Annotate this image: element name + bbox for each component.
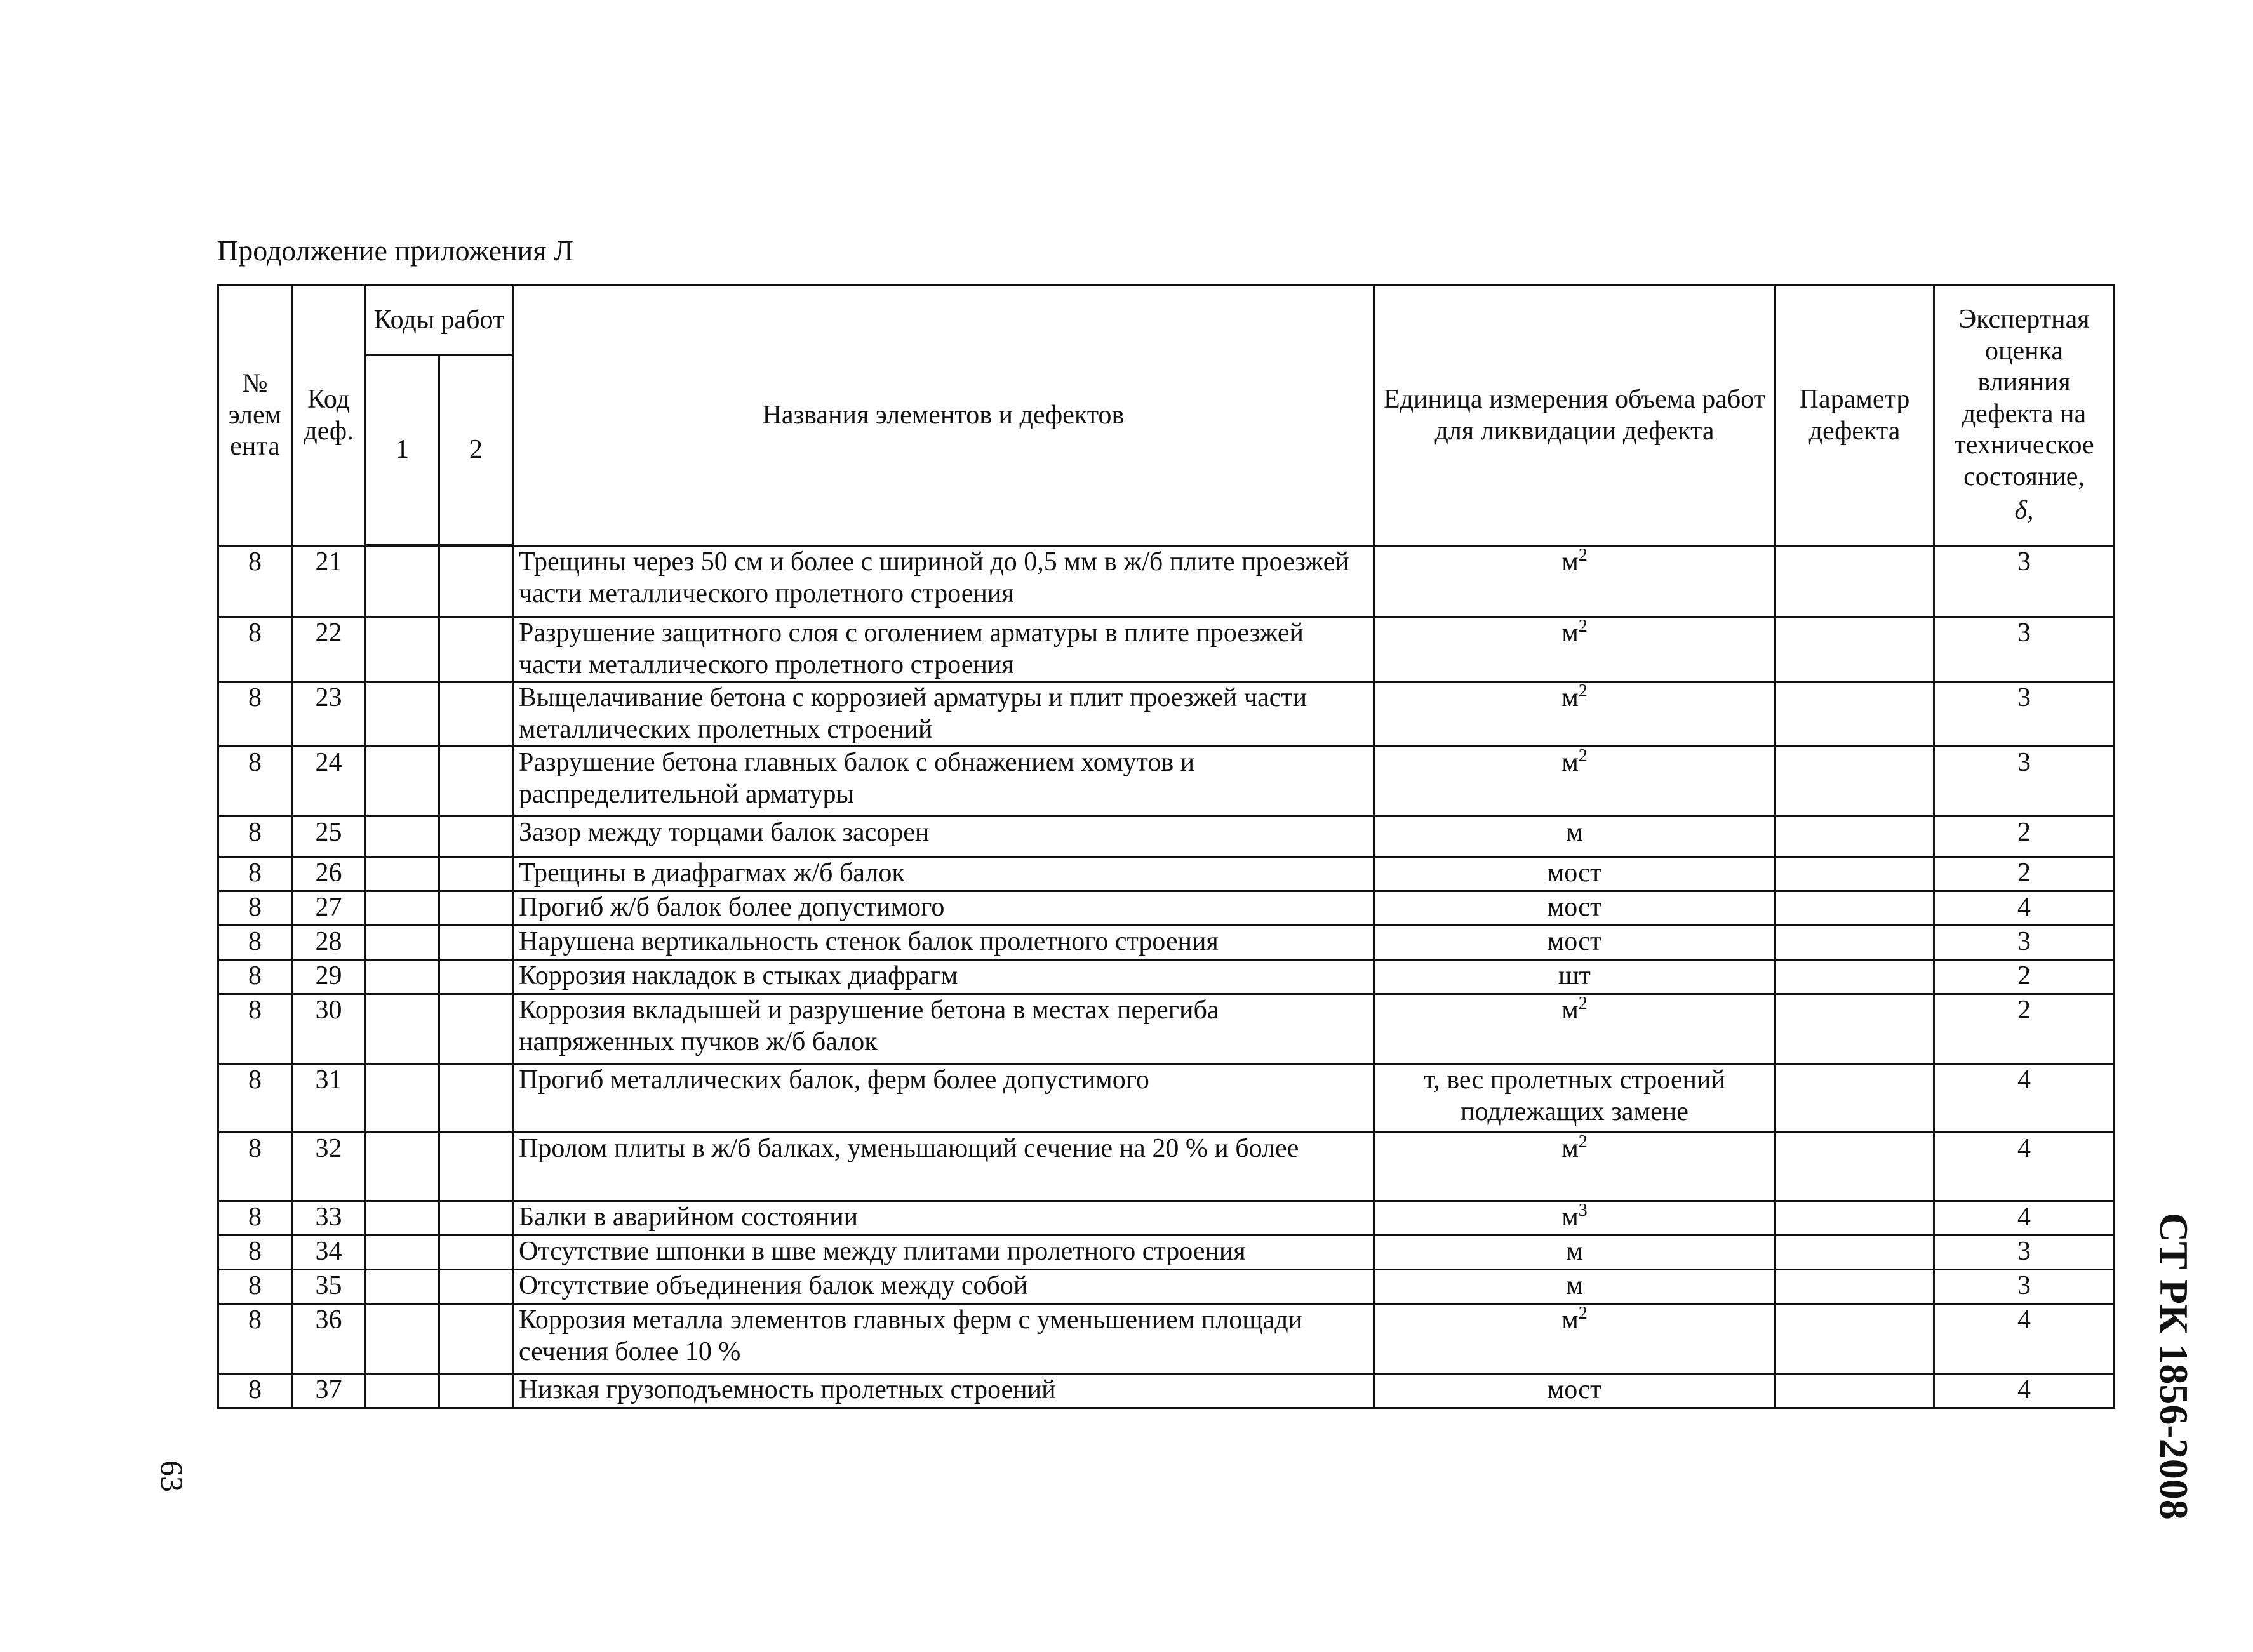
cell-param [1775, 682, 1934, 747]
cell-defect-name [513, 617, 1374, 682]
cell-score-text: 3 [2017, 927, 2031, 957]
header-delta-symbol: δ, [2014, 496, 2034, 526]
cell-work-code-1 [366, 546, 439, 617]
cell-defect-code-text: 36 [315, 1305, 342, 1335]
cell-defect-code-text: 29 [315, 961, 342, 991]
cell-defect-name [513, 1133, 1374, 1201]
cell-score-text: 2 [2017, 961, 2031, 991]
cell-work-code-1 [366, 1133, 439, 1201]
cell-score [1934, 1374, 2115, 1408]
table-row [218, 960, 2115, 994]
cell-unit [1374, 1236, 1775, 1270]
cell-work-code-1 [366, 857, 439, 891]
cell-param [1775, 1270, 1934, 1304]
cell-score [1934, 926, 2115, 960]
cell-element-no [218, 1374, 292, 1408]
cell-unit [1374, 1304, 1775, 1374]
cell-unit [1374, 1270, 1775, 1304]
cell-score [1934, 891, 2115, 926]
cell-param [1775, 1064, 1934, 1133]
table-row [218, 994, 2115, 1064]
cell-score-text: 4 [2017, 1305, 2031, 1335]
cell-score-text: 4 [2017, 1134, 2031, 1164]
cell-defect-name-text: Отсутствие объединения балок между собой [519, 1271, 1028, 1301]
cell-defect-code-text: 35 [315, 1271, 342, 1301]
cell-unit-text: м [1561, 1305, 1579, 1335]
unit-exponent: 2 [1578, 746, 1588, 766]
cell-unit [1374, 1201, 1775, 1236]
header-param: Параметр дефекта [1775, 286, 1934, 546]
cell-score [1934, 1133, 2115, 1201]
cell-unit-text: м [1561, 1202, 1579, 1232]
cell-element-no-text: 8 [248, 547, 262, 576]
cell-element-no [218, 960, 292, 994]
unit-exponent: 2 [1578, 1303, 1588, 1324]
cell-score [1934, 617, 2115, 682]
cell-defect-code [292, 1133, 366, 1201]
cell-defect-code [292, 1270, 366, 1304]
cell-unit [1374, 617, 1775, 682]
cell-score [1934, 747, 2115, 816]
cell-element-no-text: 8 [248, 1237, 262, 1267]
cell-score [1934, 1304, 2115, 1374]
table-row [218, 1064, 2115, 1133]
cell-work-code-2 [439, 1304, 513, 1374]
table-row [218, 747, 2115, 816]
table-row [218, 682, 2115, 747]
cell-defect-code-text: 28 [315, 927, 342, 957]
cell-element-no-text: 8 [248, 927, 262, 957]
cell-defect-name [513, 1304, 1374, 1374]
cell-param [1775, 816, 1934, 857]
cell-defect-code-text: 26 [315, 858, 342, 888]
cell-unit [1374, 994, 1775, 1064]
cell-defect-code [292, 682, 366, 747]
cell-unit-text: шт [1558, 961, 1591, 991]
unit-exponent: 2 [1578, 1132, 1588, 1152]
cell-work-code-1 [366, 1304, 439, 1374]
unit-exponent: 2 [1578, 545, 1588, 565]
cell-score [1934, 1236, 2115, 1270]
cell-work-code-1 [366, 1270, 439, 1304]
cell-unit [1374, 926, 1775, 960]
cell-element-no [218, 1201, 292, 1236]
cell-element-no-text: 8 [248, 961, 262, 991]
cell-unit [1374, 816, 1775, 857]
cell-defect-name [513, 891, 1374, 926]
table-row [218, 617, 2115, 682]
cell-unit-text: м [1566, 818, 1583, 848]
cell-score-text: 3 [2017, 1237, 2031, 1267]
cell-work-code-2 [439, 747, 513, 816]
cell-score [1934, 816, 2115, 857]
cell-element-no-text: 8 [248, 683, 262, 713]
cell-defect-code [292, 617, 366, 682]
cell-defect-code [292, 1201, 366, 1236]
cell-defect-name-text: Коррозия вкладышей и разрушение бетона в местах перегиба напряженных пучков ж/б балок [519, 996, 1219, 1056]
cell-param [1775, 926, 1934, 960]
cell-defect-name [513, 816, 1374, 857]
cell-unit-text: м [1561, 618, 1579, 648]
cell-defect-code [292, 994, 366, 1064]
cell-element-no [218, 682, 292, 747]
cell-work-code-1 [366, 816, 439, 857]
table-row [218, 1236, 2115, 1270]
cell-defect-code-text: 30 [315, 996, 342, 1025]
cell-element-no-text: 8 [248, 618, 262, 648]
cell-defect-name-text: Низкая грузоподъемность пролетных строений [519, 1375, 1056, 1405]
cell-defect-name-text: Прогиб ж/б балок более допустимого [519, 893, 945, 923]
cell-element-no-text: 8 [248, 748, 262, 778]
cell-defect-code [292, 857, 366, 891]
cell-defect-name-text: Коррозия металла элементов главных ферм с уменьшением площади сечения более 10 % [519, 1305, 1303, 1366]
cell-element-no [218, 926, 292, 960]
cell-param [1775, 891, 1934, 926]
cell-work-code-2 [439, 994, 513, 1064]
cell-work-code-1 [366, 891, 439, 926]
cell-param [1775, 1236, 1934, 1270]
header-unit: Единица измерения объема работ для ликвидации дефекта [1374, 286, 1775, 546]
cell-unit-text: т, вес пролетных строений подлежащих замене [1424, 1065, 1725, 1126]
cell-element-no [218, 617, 292, 682]
header-expert [1934, 286, 2115, 546]
cell-element-no-text: 8 [248, 818, 262, 848]
header-names: Названия элементов и дефектов [513, 286, 1374, 546]
cell-unit-text: м [1566, 1237, 1583, 1267]
cell-defect-name [513, 994, 1374, 1064]
cell-score-text: 2 [2017, 858, 2031, 888]
cell-unit [1374, 1374, 1775, 1408]
cell-work-code-2 [439, 546, 513, 617]
cell-defect-code-text: 32 [315, 1134, 342, 1164]
cell-score-text: 4 [2017, 893, 2031, 923]
cell-work-code-2 [439, 891, 513, 926]
header-work-code-1: 1 [366, 356, 439, 546]
table-row [218, 891, 2115, 926]
table-row [218, 1374, 2115, 1408]
cell-defect-name-text: Прогиб металлических балок, ферм более допустимого [519, 1065, 1149, 1095]
cell-work-code-1 [366, 1064, 439, 1133]
cell-score [1934, 960, 2115, 994]
cell-score-text: 4 [2017, 1202, 2031, 1232]
unit-exponent: 3 [1578, 1201, 1588, 1221]
defects-table [217, 284, 2115, 1409]
cell-defect-code [292, 1064, 366, 1133]
cell-element-no [218, 1133, 292, 1201]
cell-unit [1374, 1133, 1775, 1201]
cell-work-code-2 [439, 857, 513, 891]
cell-score [1934, 1064, 2115, 1133]
cell-defect-code [292, 546, 366, 617]
cell-defect-name-text: Зазор между торцами балок засорен [519, 818, 930, 848]
table-row [218, 816, 2115, 857]
cell-score [1934, 682, 2115, 747]
cell-defect-code-text: 31 [315, 1065, 342, 1095]
cell-work-code-2 [439, 1201, 513, 1236]
cell-defect-name [513, 546, 1374, 617]
cell-element-no [218, 816, 292, 857]
cell-score-text: 4 [2017, 1065, 2031, 1095]
cell-work-code-2 [439, 1236, 513, 1270]
cell-defect-code-text: 37 [315, 1375, 342, 1405]
table-row [218, 1304, 2115, 1374]
cell-defect-name-text: Выщелачивание бетона с коррозией арматуры и плит проезжей части металлических пролетных строений [519, 683, 1307, 744]
cell-param [1775, 1374, 1934, 1408]
cell-work-code-1 [366, 994, 439, 1064]
cell-element-no-text: 8 [248, 1134, 262, 1164]
cell-defect-name-text: Трещины через 50 см и более с шириной до 0,5 мм в ж/б плите проезжей части металлического пролетного строения [519, 547, 1349, 608]
cell-defect-name [513, 857, 1374, 891]
cell-defect-name [513, 960, 1374, 994]
cell-defect-name-text: Балки в аварийном состоянии [519, 1202, 859, 1232]
cell-work-code-2 [439, 682, 513, 747]
cell-element-no-text: 8 [248, 1375, 262, 1405]
cell-element-no [218, 1236, 292, 1270]
cell-defect-code [292, 1374, 366, 1408]
cell-param [1775, 857, 1934, 891]
cell-score-text: 3 [2017, 748, 2031, 778]
cell-score [1934, 857, 2115, 891]
cell-score-text: 2 [2017, 996, 2031, 1025]
cell-defect-code [292, 960, 366, 994]
header-element-no: № элем ента [218, 286, 292, 546]
cell-score [1934, 1201, 2115, 1236]
cell-defect-name-text: Трещины в диафрагмах ж/б балок [519, 858, 905, 888]
cell-defect-name-text: Пролом плиты в ж/б балках, уменьшающий сечение на 20 % и более [519, 1134, 1299, 1164]
cell-element-no [218, 747, 292, 816]
cell-unit-text: мост [1547, 893, 1602, 923]
cell-unit [1374, 891, 1775, 926]
cell-work-code-1 [366, 960, 439, 994]
cell-unit-text: м [1561, 547, 1579, 576]
cell-score [1934, 546, 2115, 617]
cell-param [1775, 960, 1934, 994]
cell-defect-code-text: 22 [315, 618, 342, 648]
cell-param [1775, 994, 1934, 1064]
cell-defect-name-text: Разрушение защитного слоя с оголением арматуры в плите проезжей части металлического пролетного строения [519, 618, 1304, 679]
cell-unit [1374, 857, 1775, 891]
cell-unit-text: мост [1547, 1375, 1602, 1405]
cell-defect-name [513, 747, 1374, 816]
cell-element-no-text: 8 [248, 1065, 262, 1095]
cell-work-code-1 [366, 747, 439, 816]
cell-score [1934, 994, 2115, 1064]
table-row [218, 1201, 2115, 1236]
cell-unit-text: мост [1547, 858, 1602, 888]
cell-element-no-text: 8 [248, 1305, 262, 1335]
cell-unit [1374, 1064, 1775, 1133]
cell-unit-text: м [1561, 748, 1579, 778]
cell-score-text: 3 [2017, 1271, 2031, 1301]
cell-defect-code-text: 27 [315, 893, 342, 923]
table-row [218, 546, 2115, 617]
cell-defect-code [292, 747, 366, 816]
cell-defect-code [292, 926, 366, 960]
cell-param [1775, 1304, 1934, 1374]
cell-defect-code-text: 34 [315, 1237, 342, 1267]
cell-score-text: 3 [2017, 618, 2031, 648]
unit-exponent: 2 [1578, 681, 1588, 702]
unit-exponent: 2 [1578, 994, 1588, 1014]
table-caption: Продолжение приложения Л [217, 234, 574, 267]
cell-work-code-1 [366, 1236, 439, 1270]
table-body [218, 546, 2115, 1408]
cell-defect-code-text: 21 [315, 547, 342, 576]
cell-work-code-2 [439, 1270, 513, 1304]
header-defect-code: Код деф. [292, 286, 366, 546]
cell-defect-name [513, 1374, 1374, 1408]
cell-score-text: 2 [2017, 818, 2031, 848]
cell-element-no [218, 891, 292, 926]
cell-score-text: 3 [2017, 547, 2031, 576]
cell-defect-name [513, 682, 1374, 747]
cell-work-code-2 [439, 960, 513, 994]
cell-defect-name-text: Разрушение бетона главных балок с обнажением хомутов и распределительной арматуры [519, 748, 1195, 809]
cell-unit [1374, 747, 1775, 816]
cell-defect-name [513, 1064, 1374, 1133]
cell-work-code-1 [366, 926, 439, 960]
cell-score-text: 4 [2017, 1375, 2031, 1405]
table-row [218, 857, 2115, 891]
cell-defect-code [292, 891, 366, 926]
cell-element-no [218, 546, 292, 617]
header-expert-text: Экспертная оценка влияния дефекта на техническое состояние, [1954, 305, 2094, 491]
cell-work-code-2 [439, 617, 513, 682]
cell-param [1775, 617, 1934, 682]
cell-element-no [218, 1270, 292, 1304]
cell-element-no [218, 994, 292, 1064]
cell-work-code-1 [366, 1374, 439, 1408]
cell-unit-text: м [1561, 683, 1579, 713]
cell-work-code-2 [439, 1064, 513, 1133]
cell-param [1775, 546, 1934, 617]
cell-element-no-text: 8 [248, 858, 262, 888]
cell-element-no-text: 8 [248, 893, 262, 923]
header-work-codes: Коды работ [366, 286, 513, 356]
cell-defect-name-text: Отсутствие шпонки в шве между плитами пролетного строения [519, 1237, 1246, 1267]
cell-element-no-text: 8 [248, 996, 262, 1025]
cell-work-code-2 [439, 926, 513, 960]
table-row [218, 926, 2115, 960]
cell-work-code-2 [439, 1133, 513, 1201]
table-row [218, 1133, 2115, 1201]
cell-defect-name [513, 1236, 1374, 1270]
cell-score [1934, 1270, 2115, 1304]
unit-exponent: 2 [1578, 616, 1588, 636]
cell-element-no-text: 8 [248, 1202, 262, 1232]
cell-element-no [218, 857, 292, 891]
cell-score-text: 3 [2017, 683, 2031, 713]
cell-defect-name [513, 1270, 1374, 1304]
cell-defect-code-text: 23 [315, 683, 342, 713]
cell-param [1775, 1201, 1934, 1236]
header-work-code-2: 2 [439, 356, 513, 546]
cell-defect-code-text: 24 [315, 748, 342, 778]
cell-defect-name-text: Нарушена вертикальность стенок балок пролетного строения [519, 927, 1219, 957]
cell-defect-name-text: Коррозия накладок в стыках диафрагм [519, 961, 958, 991]
cell-defect-code [292, 816, 366, 857]
cell-work-code-1 [366, 1201, 439, 1236]
cell-defect-name [513, 1201, 1374, 1236]
cell-unit [1374, 960, 1775, 994]
page-number: 63 [154, 1460, 190, 1492]
cell-defect-code [292, 1236, 366, 1270]
cell-defect-name [513, 926, 1374, 960]
standard-designation: СТ РК 1856-2008 [2151, 1213, 2196, 1520]
cell-unit-text: м [1566, 1271, 1583, 1301]
cell-unit-text: м [1561, 1134, 1579, 1164]
cell-unit [1374, 546, 1775, 617]
cell-unit-text: м [1561, 996, 1579, 1025]
cell-unit [1374, 682, 1775, 747]
cell-unit-text: мост [1547, 927, 1602, 957]
cell-defect-code [292, 1304, 366, 1374]
cell-work-code-2 [439, 816, 513, 857]
cell-element-no-text: 8 [248, 1271, 262, 1301]
cell-work-code-1 [366, 617, 439, 682]
cell-work-code-1 [366, 682, 439, 747]
cell-element-no [218, 1304, 292, 1374]
cell-param [1775, 747, 1934, 816]
table-row [218, 1270, 2115, 1304]
cell-defect-code-text: 33 [315, 1202, 342, 1232]
cell-defect-code-text: 25 [315, 818, 342, 848]
cell-work-code-2 [439, 1374, 513, 1408]
cell-param [1775, 1133, 1934, 1201]
cell-element-no [218, 1064, 292, 1133]
